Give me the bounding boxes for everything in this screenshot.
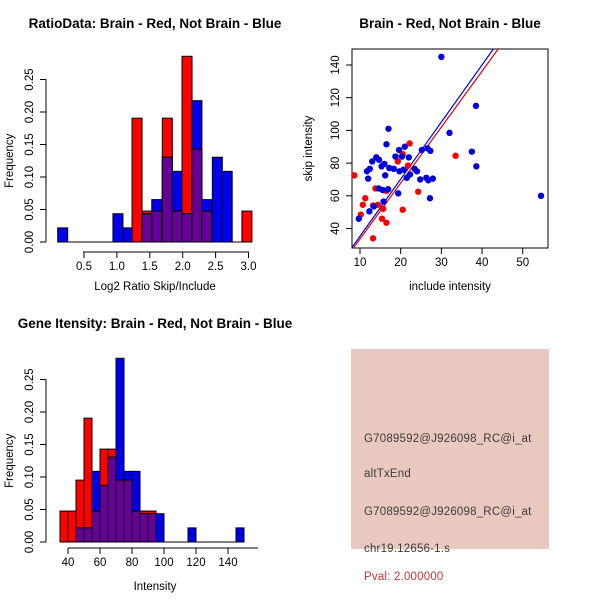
y-tick-label: 120	[330, 88, 342, 108]
scatter-point	[395, 190, 401, 196]
hist-bar-blue	[123, 228, 133, 242]
x-tick-label: 2.5	[207, 261, 224, 273]
hist-bar-overlap	[192, 149, 202, 242]
scatter-point	[402, 144, 408, 150]
scatter-point	[383, 220, 389, 226]
y-tick-label: 80	[330, 156, 342, 170]
x-tick-label: 120	[186, 557, 206, 569]
x-tick-label: 2.0	[174, 261, 191, 273]
ratio-histogram-chart	[0, 0, 300, 300]
hist-bar-overlap	[132, 511, 140, 542]
scatter-point	[427, 148, 433, 154]
fit-line	[349, 42, 499, 252]
scatter-point	[392, 153, 398, 159]
scatter-point	[414, 168, 420, 174]
scatter-point	[385, 186, 391, 192]
x-axis-title: Intensity	[133, 581, 177, 593]
panel-gene-intensity-histogram	[0, 300, 300, 600]
scatter-point	[417, 176, 423, 182]
scatter-point	[380, 206, 386, 212]
y-tick-label: 0.25	[24, 68, 36, 91]
hist-bar-overlap	[76, 528, 84, 542]
intensity-scatter-chart	[300, 0, 600, 300]
x-tick-label: 40	[475, 257, 489, 269]
info-line-event-type: altTxEnd	[364, 468, 411, 480]
hist-bar-overlap	[92, 511, 100, 542]
scatter-point	[396, 147, 402, 153]
hist-bar-red	[242, 211, 252, 242]
scatter-point	[381, 161, 387, 167]
chart-title: Gene Itensity: Brain - Red, Not Brain - Blue	[17, 316, 293, 331]
x-tick-label: 80	[125, 557, 139, 569]
scatter-point	[360, 202, 366, 208]
y-tick-label: 40	[330, 222, 342, 235]
hist-bar-red	[84, 418, 92, 542]
y-axis-title: Frequency	[4, 133, 16, 188]
scatter-point	[391, 166, 397, 172]
scatter-point	[407, 171, 413, 177]
x-tick-label: 140	[218, 557, 238, 569]
hist-bar-overlap	[152, 211, 162, 242]
scatter-point	[383, 141, 389, 147]
gene-intensity-histogram-chart	[0, 300, 300, 600]
scatter-point	[427, 195, 433, 201]
x-tick-label: 3.0	[240, 261, 257, 273]
y-tick-label: 0.15	[24, 133, 36, 156]
hist-bar-overlap	[148, 514, 156, 542]
scatter-point	[473, 163, 479, 169]
scatter-point	[356, 215, 362, 221]
y-tick-label: 0.20	[24, 400, 36, 424]
y-tick-label: 0.10	[24, 465, 36, 489]
hist-bar-blue	[156, 514, 164, 542]
x-tick-label: 40	[61, 557, 75, 569]
y-tick-label: 0.05	[24, 198, 36, 221]
panel-info	[300, 300, 600, 600]
hist-bar-overlap	[202, 211, 212, 242]
y-tick-label: 0.15	[24, 433, 36, 456]
y-tick-label: 0.20	[24, 100, 36, 124]
x-axis-title: Log2 Ratio Skip/Include	[94, 281, 216, 293]
y-tick-label: 60	[330, 189, 342, 203]
hist-bar-overlap	[142, 214, 152, 242]
scatter-point	[469, 148, 475, 154]
panel-intensity-scatter	[300, 0, 600, 300]
scatter-point	[376, 157, 382, 163]
scatter-point	[415, 189, 421, 195]
scatter-point	[446, 130, 452, 136]
scatter-point	[400, 166, 406, 172]
scatter-point	[370, 235, 376, 241]
hist-bar-overlap	[116, 480, 124, 542]
hist-bar-blue	[58, 228, 68, 242]
scatter-point	[438, 54, 444, 60]
y-tick-label: 140	[330, 55, 342, 75]
info-line-pval: Pval: 2.000000	[364, 571, 444, 583]
hist-bar-blue	[188, 528, 196, 542]
info-box	[351, 349, 549, 583]
hist-bar-overlap	[108, 457, 116, 542]
info-line-probe-id: G7089592@J926098_RC@i_at	[364, 433, 532, 445]
scatter-point	[430, 175, 436, 181]
hist-bar-blue	[222, 171, 232, 242]
panel-ratio-histogram	[0, 0, 300, 300]
y-tick-label: 100	[330, 120, 342, 140]
x-tick-label: 100	[154, 557, 174, 569]
scatter-point	[406, 154, 412, 160]
y-tick-label: 0.00	[24, 530, 36, 554]
x-tick-label: 1.5	[141, 261, 158, 273]
scatter-point	[351, 172, 357, 178]
x-tick-label: 50	[516, 257, 530, 269]
scatter-point	[382, 172, 388, 178]
hist-bar-red	[68, 511, 76, 542]
y-tick-label: 0.05	[24, 498, 36, 521]
chart-title: Brain - Red, Not Brain - Blue	[359, 16, 541, 31]
y-tick-label: 0.10	[24, 165, 36, 189]
x-axis-title: include intensity	[409, 281, 491, 293]
scatter-point	[366, 208, 372, 214]
scatter-point	[365, 175, 371, 181]
info-line-probe-id-2: G7089592@J926098_RC@i_at	[364, 506, 532, 518]
chart-title: RatioData: Brain - Red, Not Brain - Blue	[28, 16, 282, 31]
scatter-point	[473, 103, 479, 109]
hist-bar-blue	[113, 214, 123, 242]
scatter-point	[419, 147, 425, 153]
scatter-point	[399, 153, 405, 159]
hist-bar-red	[60, 511, 68, 542]
hist-bar-blue	[236, 528, 244, 542]
x-tick-label: 30	[434, 257, 448, 269]
info-line-locus: chr19.12656-1.s	[364, 543, 451, 555]
x-tick-label: 20	[394, 257, 408, 269]
scatter-point	[385, 126, 391, 132]
y-tick-label: 0.00	[24, 230, 36, 254]
hist-bar-overlap	[100, 485, 108, 542]
scatter-point	[400, 206, 406, 212]
scatter-point	[367, 166, 373, 172]
scatter-point	[538, 193, 544, 199]
y-axis-title: skip intensity	[303, 115, 315, 182]
y-axis-title: Frequency	[4, 433, 16, 488]
hist-bar-overlap	[172, 211, 182, 242]
hist-bar-overlap	[162, 157, 172, 242]
scatter-point	[362, 195, 368, 201]
hist-bar-blue	[212, 157, 222, 242]
y-tick-label: 0.25	[24, 368, 36, 391]
scatter-point	[371, 203, 377, 209]
x-tick-label: 0.5	[76, 261, 92, 273]
hist-bar-overlap	[140, 514, 148, 542]
x-tick-label: 60	[93, 557, 107, 569]
scatter-point	[380, 198, 386, 204]
scatter-point	[452, 153, 458, 159]
x-tick-label: 1.0	[108, 261, 125, 273]
hist-bar-red	[132, 118, 142, 242]
hist-bar-overlap	[182, 214, 192, 242]
x-tick-label: 10	[353, 257, 367, 269]
hist-bar-overlap	[124, 480, 132, 542]
hist-bar-overlap	[84, 528, 92, 542]
